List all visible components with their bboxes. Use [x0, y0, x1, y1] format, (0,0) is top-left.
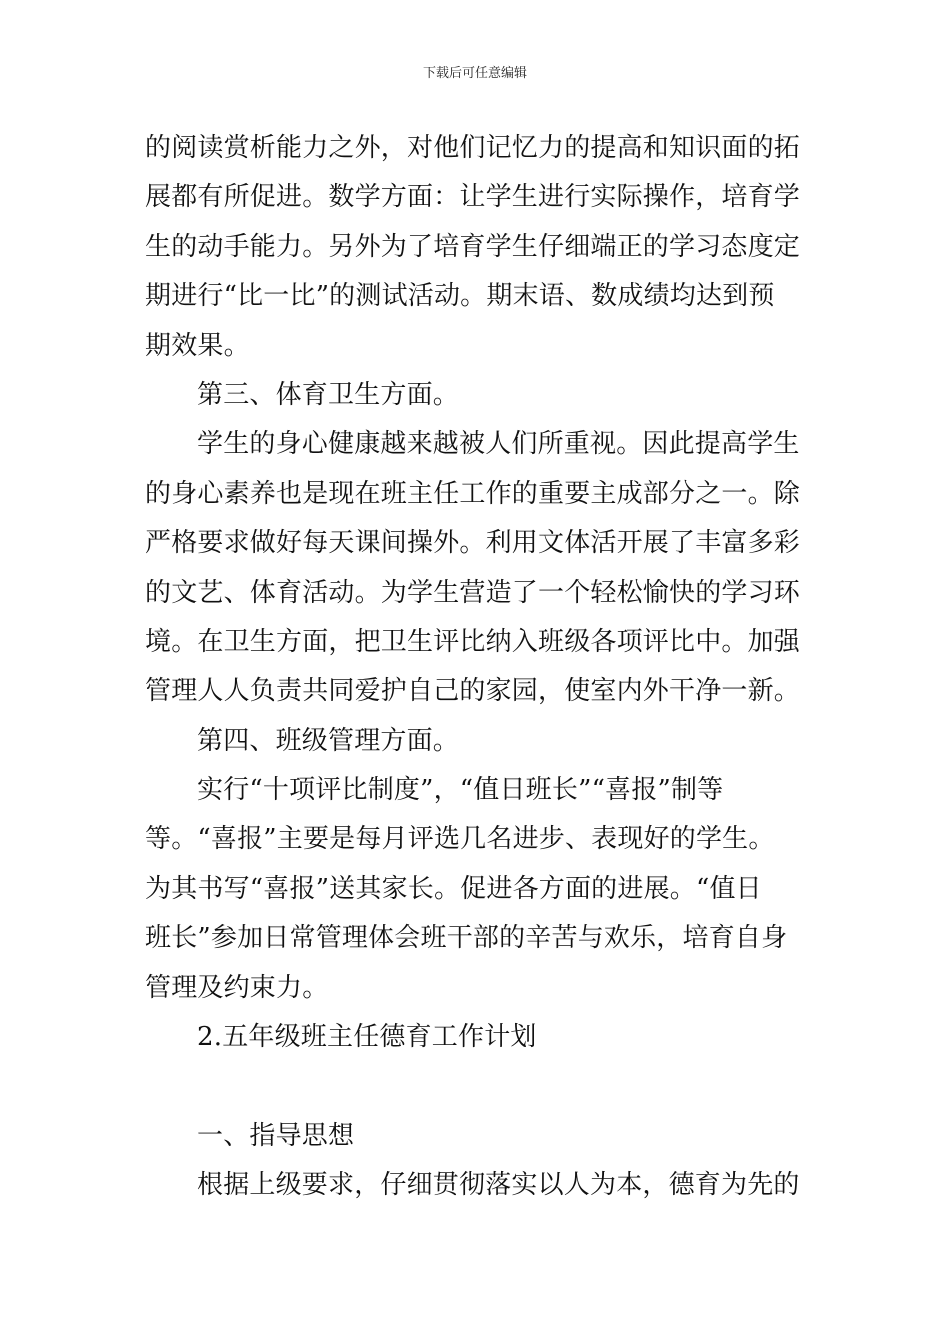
text-line-14: 实行“十项评比制度”，“值日班长”“喜报”制等	[197, 775, 724, 806]
blank-line	[145, 1062, 810, 1111]
text-line-17: 班长”参加日常管理体会班干部的辛苦与欢乐，培育自身	[145, 923, 788, 954]
text-line-22: 根据上级要求，仔细贯彻落实以人为本，德育为先的	[197, 1170, 800, 1201]
section-heading-1: 一、指导思想	[197, 1120, 355, 1151]
text-line-9: 严格要求做好每天课间操外。利用文体活开展了丰富多彩	[145, 528, 801, 559]
text-line-2: 展都有所促进。数学方面：让学生进行实际操作，培育学	[145, 182, 801, 213]
text-line-12: 管理人人负责共同爱护自己的家园，使室内外干净一新。	[145, 676, 801, 707]
text-line-15: 等。“喜报”主要是每月评选几名进步、表现好的学生。	[145, 824, 775, 855]
document-title: 2.五年级班主任德育工作计划	[197, 1022, 537, 1053]
text-line-11: 境。在卫生方面，把卫生评比纳入班级各项评比中。加强	[145, 626, 801, 657]
text-line-10: 的文艺、体育活动。为学生营造了一个轻松愉快的学习环	[145, 577, 801, 608]
text-line-1: 的阅读赏析能力之外，对他们记忆力的提高和知识面的拓	[145, 133, 801, 163]
text-line-8: 的身心素养也是现在班主任工作的重要主成部分之一。除	[145, 478, 801, 509]
section-heading-4: 第四、班级管理方面。	[197, 725, 460, 756]
text-line-7: 学生的身心健康越来越被人们所重视。因此提高学生	[197, 429, 800, 460]
page-header: 下载后可任意编辑	[422, 66, 527, 81]
text-line-4: 期进行“比一比”的测试活动。期末语、数成绩均达到预	[145, 281, 775, 312]
text-line-3: 生的动手能力。另外为了培育学生仔细端正的学习态度定	[145, 231, 801, 262]
text-line-18: 管理及约束力。	[145, 972, 329, 1003]
document-body	[145, 124, 810, 1211]
text-line-16: 为其书写“喜报”送其家长。促进各方面的进展。“值日	[145, 873, 762, 904]
section-heading-3: 第三、体育卫生方面。	[197, 379, 460, 410]
text-line-5: 期效果。	[145, 330, 250, 361]
